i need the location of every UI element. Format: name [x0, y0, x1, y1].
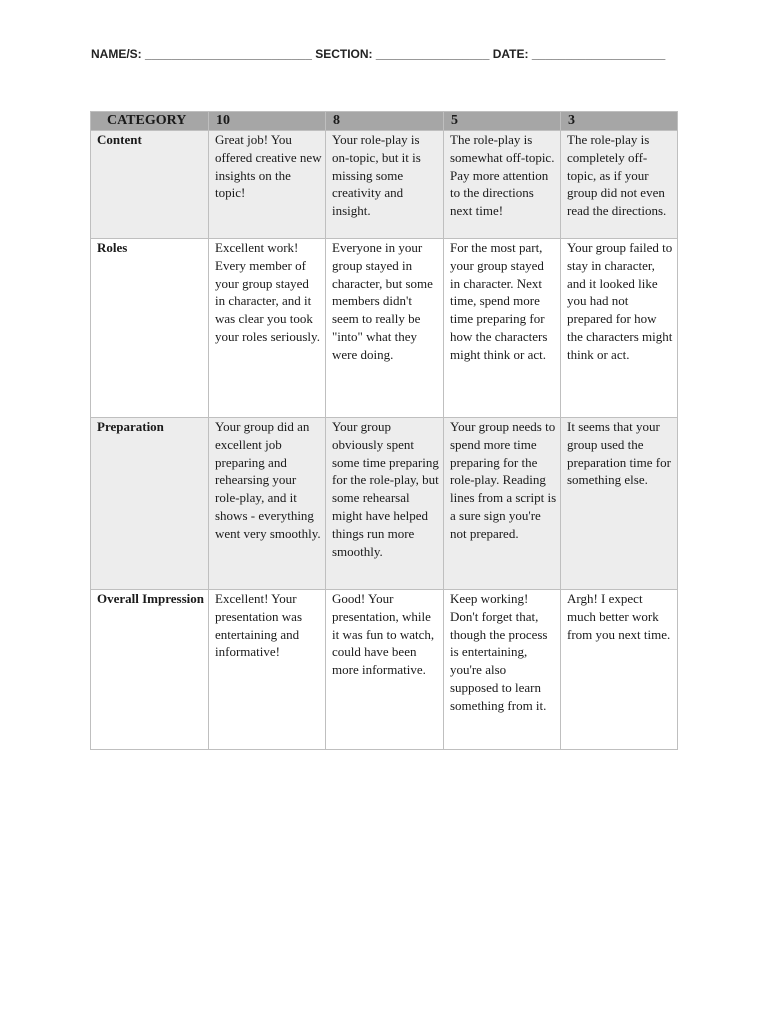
column-header-10: 10 [209, 112, 326, 131]
category-roles: Roles [91, 239, 209, 418]
column-header-8: 8 [326, 112, 444, 131]
rubric-header-row [91, 112, 678, 131]
name-label: NAME/S: [91, 47, 142, 61]
table-cell: It seems that your group used the preparation time for something else. [561, 418, 678, 590]
category-content: Content [91, 131, 209, 239]
table-cell: Good! Your presentation, while it was fun to watch, could have been more informative. [326, 590, 444, 750]
student-info-header [91, 47, 665, 61]
table-cell: Keep working! Don't forget that, though the process is entertaining, you're also supposed to learn something from it. [444, 590, 561, 750]
table-cell: Your group did an excellent job preparing and rehearsing your role-play, and it shows - everything went very smoothly. [209, 418, 326, 590]
table-cell: Great job! You offered creative new insights on the topic! [209, 131, 326, 239]
table-cell: For the most part, your group stayed in character. Next time, spend more time preparing for how the characters might think or act. [444, 239, 561, 418]
table-row [91, 239, 678, 418]
table-cell: The role-play is completely off-topic, as if your group did not even read the directions. [561, 131, 678, 239]
category-overall-impression: Overall Impression [91, 590, 209, 750]
table-cell: Your group failed to stay in character, and it looked like you had not prepared for how the characters might think or act. [561, 239, 678, 418]
table-cell: Your group obviously spent some time preparing for the role-play, but some rehearsal might have helped things run more smoothly. [326, 418, 444, 590]
name-blank: _________________________ [145, 47, 312, 61]
table-row [91, 418, 678, 590]
table-cell: Excellent work! Every member of your group stayed in character, and it was clear you took your roles seriously. [209, 239, 326, 418]
table-cell: Excellent! Your presentation was entertaining and informative! [209, 590, 326, 750]
category-preparation: Preparation [91, 418, 209, 590]
column-header-3: 3 [561, 112, 678, 131]
table-cell: Argh! I expect much better work from you next time. [561, 590, 678, 750]
date-blank: ____________________ [531, 47, 666, 61]
table-cell: Your group needs to spend more time preparing for the role-play. Reading lines from a script is a sure sign you're not prepared. [444, 418, 561, 590]
rubric-table [90, 111, 678, 750]
table-row [91, 590, 678, 750]
table-row [91, 131, 678, 239]
date-label: DATE: [492, 47, 529, 61]
section-label: SECTION: [315, 47, 373, 61]
table-cell: Everyone in your group stayed in character, but some members didn't seem to really be "into" what they were doing. [326, 239, 444, 418]
column-header-5: 5 [444, 112, 561, 131]
table-cell: Your role-play is on-topic, but it is missing some creativity and insight. [326, 131, 444, 239]
section-blank: _________________ [375, 47, 490, 61]
table-cell: The role-play is somewhat off-topic. Pay more attention to the directions next time! [444, 131, 561, 239]
column-header-category: CATEGORY [91, 112, 209, 131]
